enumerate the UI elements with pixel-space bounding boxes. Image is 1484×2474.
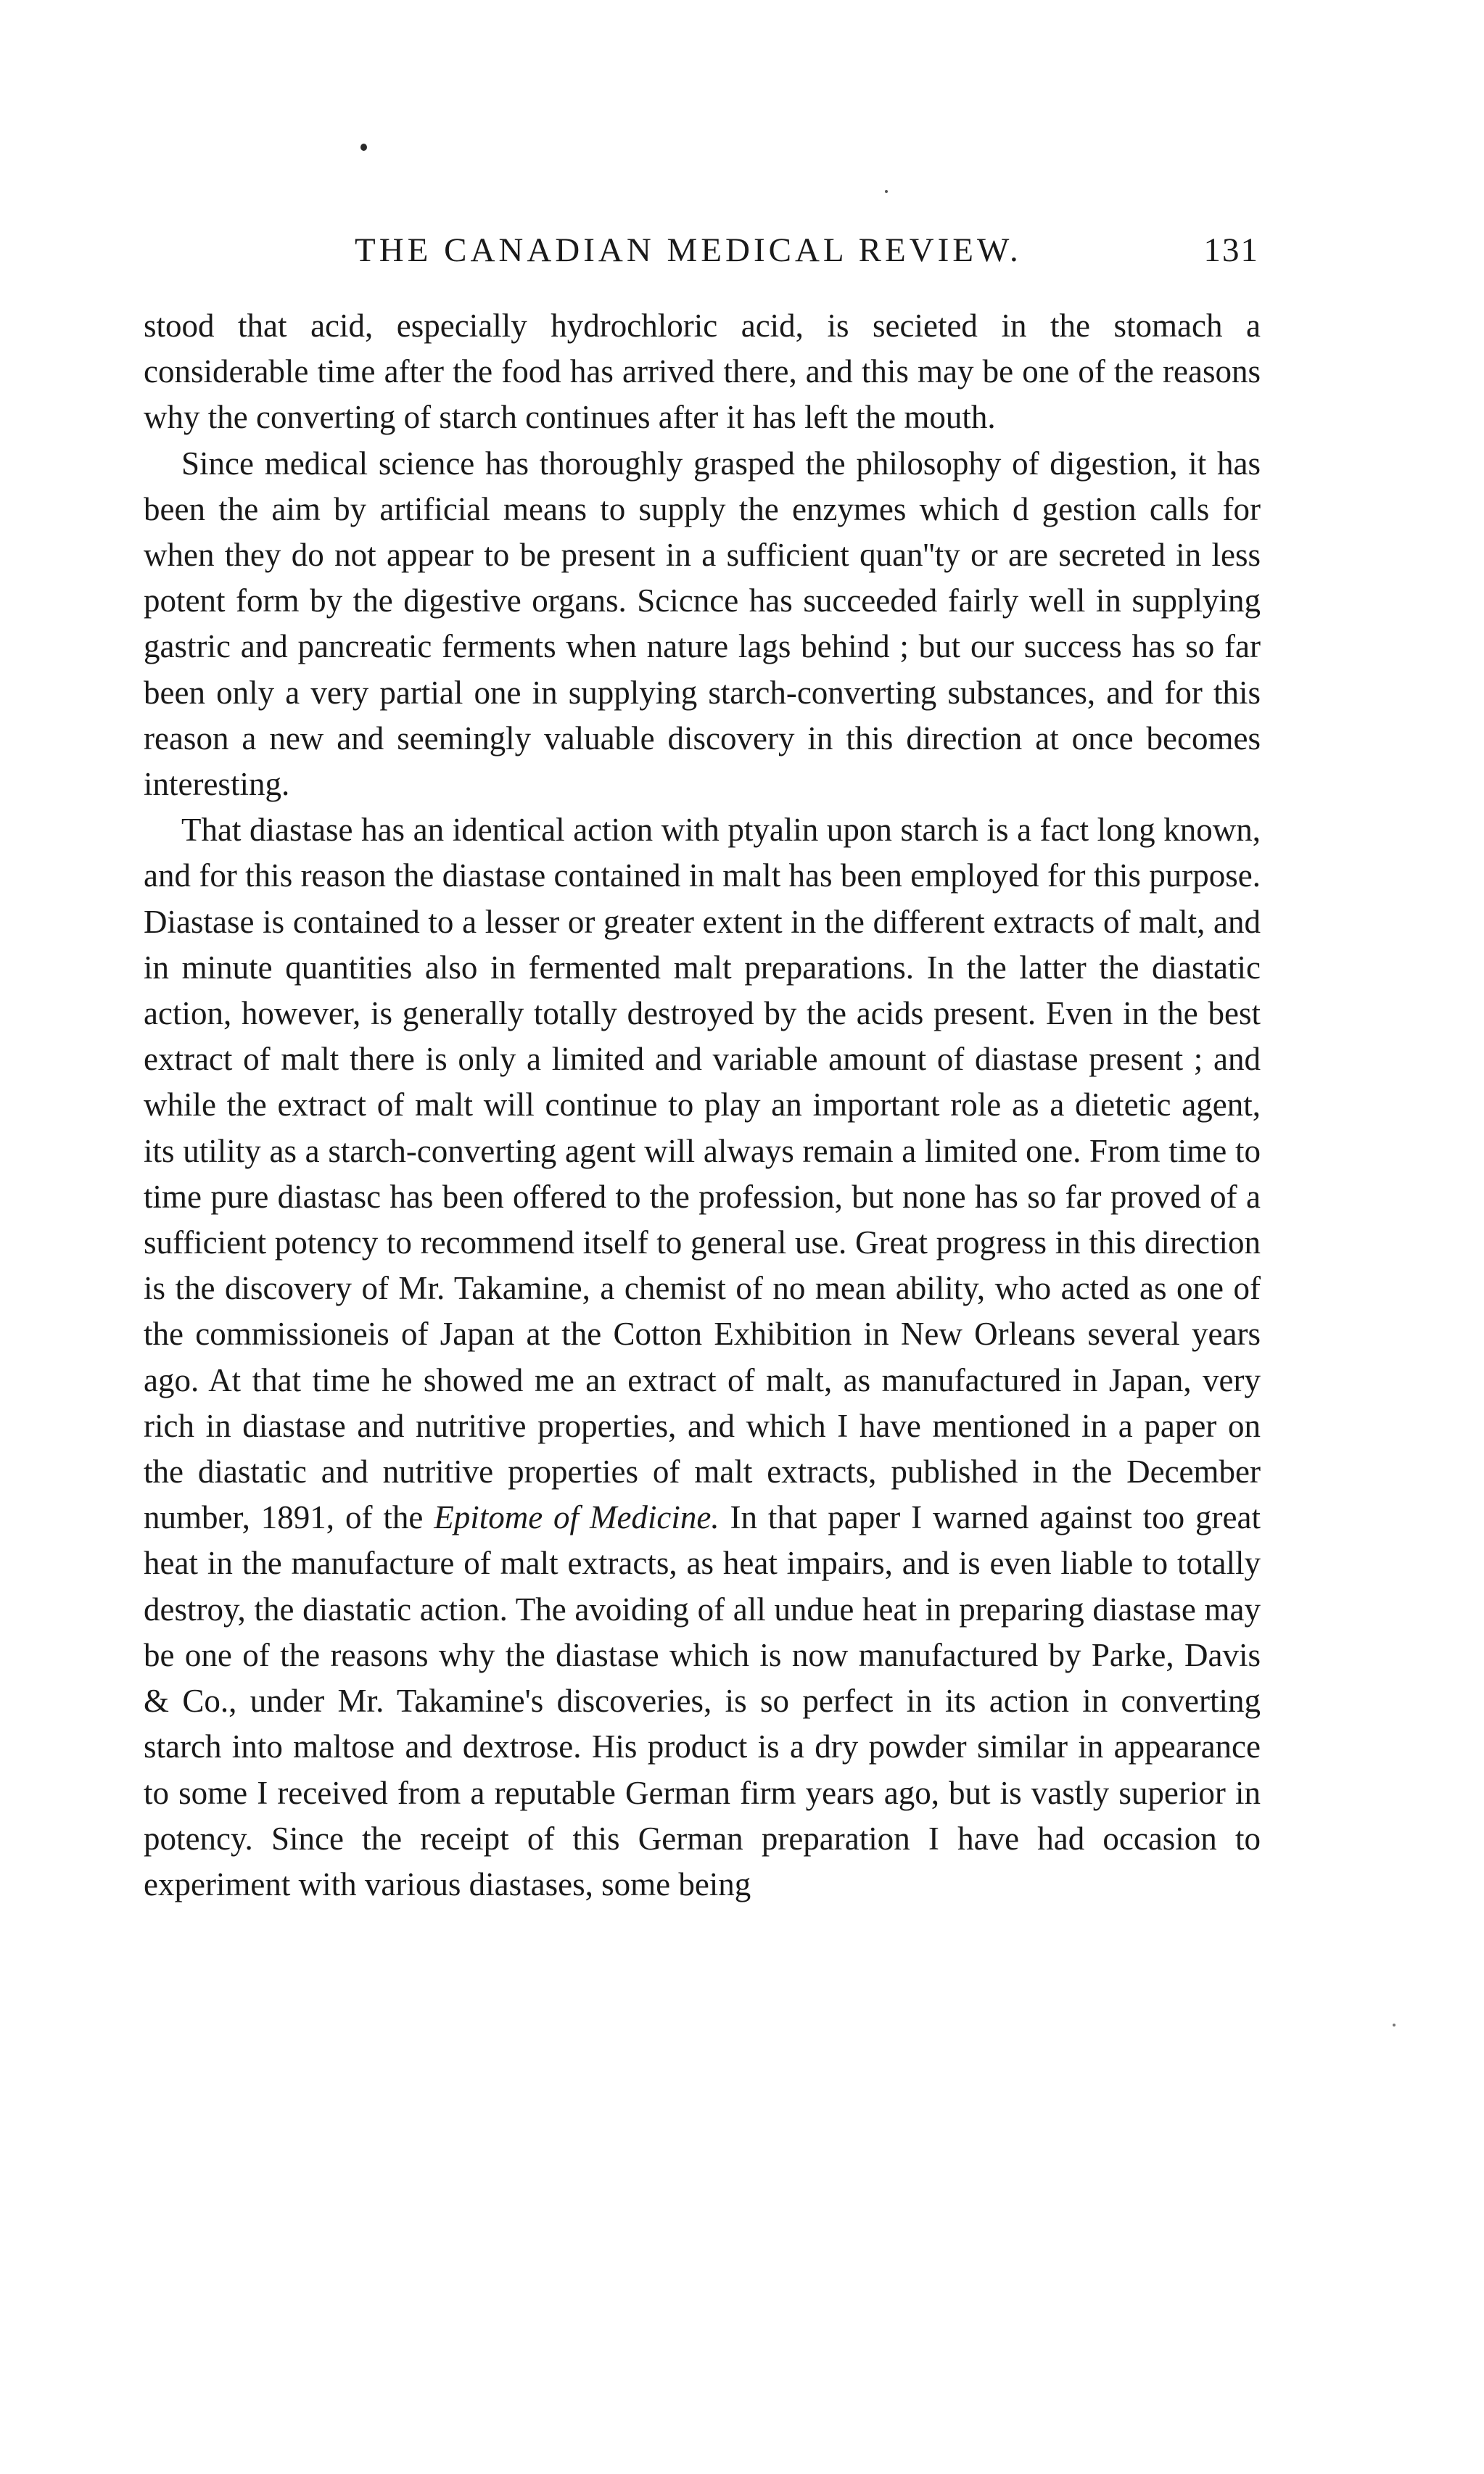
- paragraph-text: In that paper I warned against too great heat in the manufacture of malt extracts, as heat impairs, and is even liable to totally destroy, the diastatic action. The avoiding of all undue heat in preparing diastase may be one of the reasons why the diastase which is now manufactured by Parke, Davis & Co., under Mr. Takamine's discoveries, is so perfect in its action in converting starch into maltose and dextrose. His product is a dry powder similar in appearance to some I received from a reputable German firm years ago, but is vastly superior in potency. Since the receipt of this German preparation I have had occasion to experiment with various diastases, some being: [144, 1499, 1261, 1902]
- paragraph: [144, 807, 1261, 1908]
- body-text: [144, 303, 1261, 1908]
- running-title: THE CANADIAN MEDICAL REVIEW.: [355, 231, 1022, 269]
- ink-speck: [885, 190, 888, 193]
- ink-speck: [360, 144, 367, 151]
- paragraph-text: That diastase has an identical action with ptyalin upon starch is a fact long known, and for this reason the diastase contained in malt has been employed for this purpose. Diastase is contained to a lesser or greater extent in the different extracts of malt, and in minute quantities also in fermented malt preparations. In the latter the diastatic action, however, is generally totally destroyed by the acids present. Even in the best extract of malt there is only a limited and variable amount of diastase present ; and while the extract of malt will continue to play an important role as a dietetic agent, its utility as a starch-converting agent will always remain a limited one. From time to time pure diastasc has been offered to the profession, but none has so far proved of a sufficient potency to recommend itself to general use. Great progress in this direction is the discovery of Mr. Takamine, a chemist of no mean ability, who acted as one of the commissioneis of Japan at the Cotton Exhibition in New Orleans several years ago. At that time he showed me an extract of malt, as manufactured in Japan, very rich in diastase and nutritive properties, and which I have mentioned in a paper on the diastatic and nutritive properties of malt extracts, published in the December number, 1891, of the: [144, 812, 1261, 1536]
- page-header: [141, 231, 1259, 281]
- journal-title: Epitome of Medicine.: [434, 1499, 720, 1536]
- paragraph: Since medical science has thoroughly grasped the philosophy of digestion, it has been the aim by artificial means to supply the enzymes which d gestion calls for when they do not appear to be present in a sufficient quan''ty or are secreted in less potent form by the digestive organs. Scicnce has succeeded fairly well in supplying gastric and pancreatic ferments when nature lags behind ; but our success has so far been only a very partial one in supplying starch-converting substances, and for this reason a new and seemingly valuable discovery in this direction at once becomes interesting.: [144, 445, 1261, 803]
- ink-speck: [1393, 2024, 1396, 2026]
- page-number: 131: [1203, 231, 1259, 269]
- paragraph: stood that acid, especially hydrochloric acid, is secieted in the stomach a considerable time after the food has arrived there, and this may be one of the reasons why the converting of starch continues after it has left the mouth.: [144, 308, 1261, 436]
